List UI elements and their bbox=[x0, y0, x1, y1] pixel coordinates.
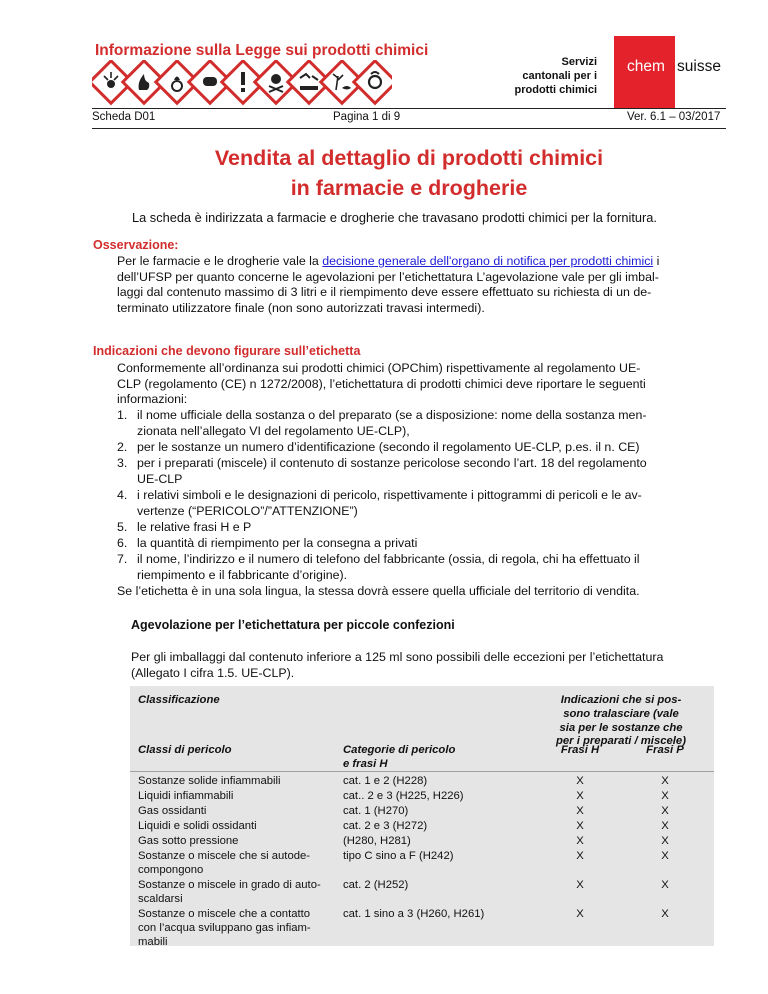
list-item: per le sostanze un numero d’identificazione (secondo il regolamento UE-CLP, p.es. il n. CE) bbox=[137, 440, 640, 454]
logo-white-block: suisse bbox=[675, 36, 726, 108]
header-title: Informazione sulla Legge sui prodotti chimici bbox=[95, 42, 429, 59]
labeling-list: 1. il nome ufficiale della sostanza o del preparato (se a disposizione: nome della sostanza men- zionata nell’allegato VI del regolamento UE-CLP), 2. per le sostanze un numero d’identificazione (secondo il regolamento UE-CLP, p.es. il n. CE) 3. per i preparati (miscele) il contenuto di sostanze pericolose secondo l’art. 18 del regolamento UE-CLP 4. i relativi simboli e le designazioni di pericolo, rispettivamente i pittogrammi di pericoli e le av- vertenze (“PERICOLO”/”ATTENZIONE”) 5. le relative frasi H e P 6. la quantità di riempimento per la consegna a privati 7. il nome, l’indirizzo e il numero di telefono del fabbricante (ossia, di regola, chi ha effettuato il bbox=[0, 408, 768, 568]
exemptions-table bbox=[130, 686, 714, 946]
small-packages-line1: Per gli imballaggi dal contenuto inferiore a 125 ml sono possibili delle eccezioni per l’etichettatura bbox=[131, 650, 664, 664]
page-title: Vendita al dettaglio di prodotti chimici bbox=[214, 146, 604, 170]
table-row-h: X bbox=[576, 835, 584, 847]
table-row-p: X bbox=[661, 820, 669, 832]
version: Ver. 6.1 – 03/2017 bbox=[627, 111, 721, 123]
table-row-class: Sostanze solide infiammabili bbox=[138, 775, 281, 787]
table-row-category: cat. 1 e 2 (H228) bbox=[343, 775, 428, 787]
table-row-class: Liquidi e solidi ossidanti bbox=[138, 820, 257, 832]
table-row-h: X bbox=[576, 820, 584, 832]
table-row-category: cat. 2 (H252) bbox=[343, 879, 409, 891]
table-row-p: X bbox=[661, 879, 669, 891]
chemsuisse-logo: chem bbox=[614, 36, 726, 108]
table-row-class: Gas sotto pressione bbox=[138, 835, 239, 847]
list-item: le relative frasi H e P bbox=[137, 520, 252, 534]
th-p-phrases: Frasi P bbox=[646, 744, 684, 756]
table-divider bbox=[130, 771, 714, 772]
list-item: il nome, l’indirizzo e il numero di telefono del fabbricante (ossia, di regola, chi ha effettuato il bbox=[137, 552, 640, 566]
table-row-category: tipo C sino a F (H242) bbox=[343, 850, 454, 862]
table-row-h: X bbox=[576, 879, 584, 891]
table-row-class: Sostanze o miscele in grado di auto- scaldarsi bbox=[138, 879, 321, 905]
page-subtitle: in farmacie e drogherie bbox=[290, 176, 528, 200]
list-item-continuation: riempimento e il fabbricante d’origine). bbox=[137, 568, 348, 582]
table-row-category: cat. 1 sino a 3 (H260, H261) bbox=[343, 908, 485, 920]
table-row-class: Sostanze o miscele che si autode- compongono bbox=[138, 850, 311, 876]
table-row-p: X bbox=[661, 805, 669, 817]
table-row-category: cat. 1 (H270) bbox=[343, 805, 409, 817]
th-h-phrases: Frasi H bbox=[560, 744, 600, 756]
table-row-p: X bbox=[661, 835, 669, 847]
table-row-category: cat. 2 e 3 (H272) bbox=[343, 820, 428, 832]
list-item: per i preparati (miscele) il contenuto di sostanze pericolose secondo l’art. 18 del regolamento UE-CLP bbox=[137, 456, 647, 486]
table-row-p: X bbox=[661, 908, 669, 920]
observation-heading: Osservazione: bbox=[93, 238, 179, 252]
table-row-p: X bbox=[661, 790, 669, 802]
small-packages-heading: Agevolazione per l’etichettatura per piccole confezioni bbox=[131, 618, 455, 632]
th-hazard-category: Categorie di pericolo e frasi H bbox=[343, 744, 456, 770]
intro-text: La scheda è indirizzata a farmacie e drogherie che travasano prodotti chimici per la fornitura. bbox=[132, 210, 657, 225]
health-hazard-icon bbox=[354, 61, 392, 103]
header-rule-top bbox=[92, 108, 726, 109]
th-classification: Classificazione bbox=[138, 694, 220, 706]
table-row-p: X bbox=[661, 775, 669, 787]
th-hazard-class: Classi di pericolo bbox=[138, 744, 232, 756]
page-number: Pagina 1 di 9 bbox=[333, 111, 401, 123]
observation-text: Per le farmacie e le drogherie vale la decisione generale dell'organo di notifica per prodotti chimici i dell’UFSP per quanto concerne le agevolazioni per l’etichettatura L’agevolazione vale per gli imbal- laggi dal contenuto massimo di 3 litri e il riempimento deve essere effettuato su richiesta di un de- terminato utilizzatore finale (non sono autorizzati travasi intermedi). bbox=[117, 254, 660, 316]
table-row-h: X bbox=[576, 850, 584, 862]
labeling-heading: Indicazioni che devono figurare sull’etichetta bbox=[93, 344, 361, 358]
table-row-h: X bbox=[576, 908, 584, 920]
table-row-class: Sostanze o miscele che a contatto con l’acqua sviluppano gas infiam- mabili bbox=[138, 908, 311, 948]
header-rule-bottom bbox=[92, 128, 726, 129]
ghs-pictograms bbox=[92, 60, 392, 110]
table-row-h: X bbox=[576, 790, 584, 802]
table-row-p: X bbox=[661, 850, 669, 862]
sheet-id: Scheda D01 bbox=[92, 111, 156, 123]
list-item: il nome ufficiale della sostanza o del preparato (se a disposizione: nome della sostanza men- zionata nell’allegato VI del regolamento UE-CLP), bbox=[137, 408, 647, 438]
table-row-category: (H280, H281) bbox=[343, 835, 411, 847]
table-row-category: cat.. 2 e 3 (H225, H226) bbox=[343, 790, 464, 802]
small-packages-line2: (Allegato I cifra 1.5. UE-CLP). bbox=[131, 666, 295, 680]
table-row-h: X bbox=[576, 805, 584, 817]
table-row-class: Liquidi infiammabili bbox=[138, 790, 234, 802]
labeling-closing: Se l’etichetta è in una sola lingua, la stessa dovrà essere quella ufficiale del territorio di vendita. bbox=[117, 584, 640, 598]
list-item: i relativi simboli e le designazioni di pericolo, rispettivamente i pittogrammi di pericoli e le av- vertenze (“PERICOLO”/”ATTENZIONE”) bbox=[137, 488, 642, 518]
list-item: la quantità di riempimento per la consegna a privati bbox=[137, 536, 418, 550]
table-row-h: X bbox=[576, 775, 584, 787]
th-omit: Indicazioni che si pos- sono tralasciare (vale sia per le sostanze che per i preparati / miscele) bbox=[556, 694, 686, 748]
table-row-class: Gas ossidanti bbox=[138, 805, 207, 817]
decision-link[interactable]: decisione generale dell'organo di notifica per prodotti chimici bbox=[322, 254, 654, 268]
cantonal-services-label: Servizi cantonali per i prodotti chimici bbox=[514, 56, 597, 96]
labeling-intro: Conformemente all’ordinanza sui prodotti chimici (OPChim) rispettivamente al regolamento UE- CLP (regolamento (CE) n 1272/2008), l’etichettatura di prodotti chimici deve riportare le seguenti informazioni: bbox=[117, 361, 646, 407]
